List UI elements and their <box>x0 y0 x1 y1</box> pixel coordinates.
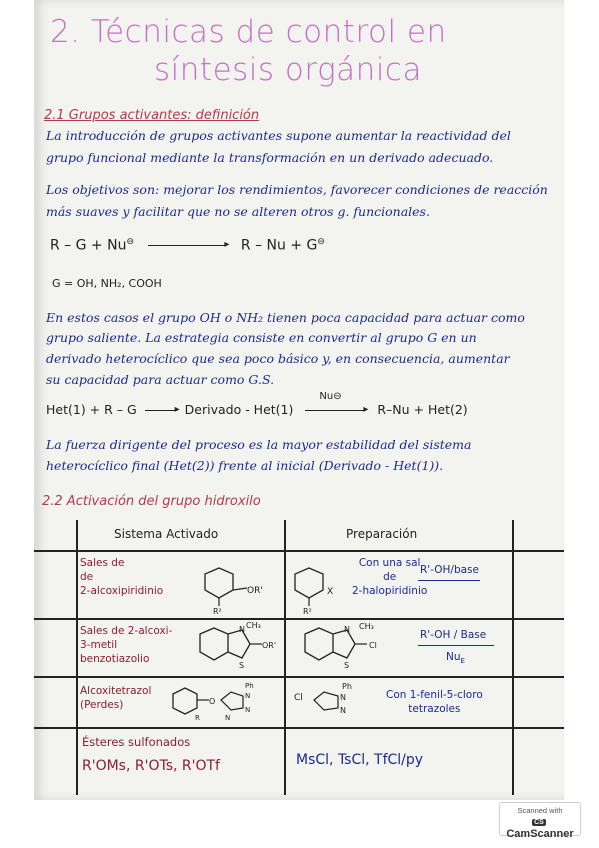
equation-1-charge-left: ⊖ <box>126 237 134 247</box>
paragraph-4-line-1: La fuerza dirigente del proceso es la mayor estabilidad del sistema <box>46 437 472 452</box>
row-1-prep <box>352 556 427 598</box>
page-title-line1: 2. Técnicas de control en <box>50 14 447 50</box>
row-3-label-n2: N <box>245 706 251 714</box>
paragraph-3-line-2: grupo saliente. La estrategia consiste en convertir al grupo G en un <box>46 330 477 345</box>
alkoxytetrazole-structure-icon <box>159 680 279 725</box>
camscanner-badge <box>499 802 581 840</box>
row-2-reagent-2-main: Nu <box>446 651 461 663</box>
row-2-reagent: R'-OH / Base <box>420 629 487 641</box>
row-3-prep-n2: N <box>340 706 346 715</box>
camscanner-logo-icon: CS <box>534 818 544 826</box>
row-2-reagent-2 <box>446 650 465 668</box>
badge-brand-name: CamScanner <box>506 828 574 840</box>
badge-scanned-with: Scanned with <box>517 806 563 815</box>
row-2-prep-s: S <box>344 661 350 670</box>
row-1-prep-line-2: de <box>383 571 397 583</box>
paragraph-4-line-2: heterocíclico final (Het(2)) frente al inicial (Derivado - Het(1)). <box>46 458 444 473</box>
row-4-esters: R'OMs, R'OTs, R'OTf <box>82 758 220 774</box>
equation-3-reagent: Nu⊖ <box>319 391 342 402</box>
svg-text:O: O <box>209 697 216 706</box>
row-1-label-r2: R² <box>213 607 222 615</box>
row-2-prep-cl: Cl <box>369 641 377 650</box>
equation-3 <box>46 391 468 417</box>
row-1-reagent: R'-OH/base <box>420 564 479 576</box>
row-2-name-line-2: 3-metil <box>80 639 118 651</box>
row-3-prep-ph: Ph <box>342 682 352 691</box>
row-1-prep-x: X <box>327 587 334 597</box>
reaction-arrow-icon <box>418 645 494 646</box>
paragraph-3-line-4: su capacidad para actuar como G.S. <box>46 372 275 387</box>
row-1-name-line-1: Sales de <box>80 557 125 569</box>
row-1-label-or: OR' <box>247 586 263 596</box>
column-header-preparation: Preparación <box>346 527 418 541</box>
row-3-label-n3: N <box>225 714 231 722</box>
row-3-prep-text-line-2: tetrazoles <box>408 703 461 715</box>
row-1-name-line-2: de <box>80 571 94 583</box>
paragraph-1-line-1: La introducción de grupos activantes supone aumentar la reactividad del <box>46 128 511 143</box>
row-3-prep-cl: Cl <box>294 693 303 703</box>
equation-3-right: R–Nu + Het(2) <box>377 402 468 417</box>
page-title-line2: síntesis orgánica <box>154 52 422 88</box>
equation-1 <box>50 237 325 254</box>
badge-brand <box>500 816 580 840</box>
table-divider-vertical-left <box>76 520 78 795</box>
row-2-label-or: OR' <box>262 641 277 650</box>
row-2-label-n: N <box>239 625 245 634</box>
row-3-prep-text <box>386 688 483 716</box>
column-header-system: Sistema Activado <box>114 527 219 541</box>
reaction-arrow-icon <box>418 580 480 581</box>
row-2-name <box>80 624 172 666</box>
chlorobenzothiazolium-structure-icon <box>289 620 389 675</box>
equation-1-charge-right: ⊖ <box>317 237 325 247</box>
row-2-prep-ch3: CH₃ <box>359 622 374 631</box>
row-3-name <box>80 684 151 712</box>
row-1-prep-line-3: 2-halopiridinio <box>352 585 428 597</box>
equation-1-right: R – Nu + G <box>240 237 318 254</box>
equation-2: G = OH, NH₂, COOH <box>52 277 162 290</box>
row-1-name-line-3: 2-alcoxipiridinio <box>80 585 164 597</box>
paragraph-2-line-2: más suaves y facilitar que no se alteren otros g. funcionales. <box>46 204 430 219</box>
notebook-page <box>34 0 564 800</box>
row-2-label-s: S <box>239 661 245 670</box>
row-3-name-line-1: Alcoxitetrazol <box>80 685 152 697</box>
benzothiazolium-structure-icon <box>184 620 280 675</box>
row-3-label-n1: N <box>245 692 251 700</box>
row-3-label-ph: Ph <box>245 682 254 690</box>
table-divider-row-2 <box>34 676 564 678</box>
equation-3-mid: Derivado - Het(1) <box>184 402 294 417</box>
reaction-arrow-icon: ▸ Nu⊖ <box>305 410 365 411</box>
row-2-name-line-1: Sales de 2-alcoxi- <box>80 625 173 637</box>
row-3-name-line-2: (Perdes) <box>80 699 124 711</box>
row-2-name-line-3: benzotiazolio <box>80 653 150 665</box>
row-4-name: Ésteres sulfonados <box>82 735 191 749</box>
table-divider-vertical-mid <box>284 520 286 795</box>
paragraph-2-line-1: Los objetivos son: mejorar los rendimientos, favorecer condiciones de reacción <box>46 182 548 197</box>
row-2-prep-n: N <box>344 625 350 634</box>
row-1-name <box>80 556 163 598</box>
table-divider-row-3 <box>34 727 564 729</box>
equation-1-left: R – G + Nu <box>50 237 127 254</box>
row-3-prep-text-line-1: Con 1-fenil-5-cloro <box>386 689 483 701</box>
paragraph-1-line-2: grupo funcional mediante la transformación en un derivado adecuado. <box>46 150 494 165</box>
row-2-reagent-2-sub: E <box>460 657 465 666</box>
row-1-prep-line-1: Con una sal <box>358 557 421 569</box>
section-heading-2-1: 2.1 Grupos activantes: definición <box>44 108 260 123</box>
section-heading-2-2: 2.2 Activación del grupo hidroxilo <box>42 494 261 509</box>
halopyridinium-structure-icon <box>289 560 349 615</box>
reaction-arrow-icon: ▸ <box>148 245 226 246</box>
equation-3-left: Het(1) + R – G <box>46 402 137 417</box>
chlorotetrazole-structure-icon <box>292 680 372 725</box>
paragraph-3-line-1: En estos casos el grupo OH o NH₂ tienen poca capacidad para actuar como <box>46 310 525 325</box>
row-1-prep-r2: R² <box>303 607 312 615</box>
row-4-prep-text: MsCl, TsCl, TfCl/py <box>296 752 424 768</box>
row-2-label-ch3: CH₃ <box>246 621 261 630</box>
row-3-prep-n1: N <box>340 693 346 702</box>
table-divider-vertical-right <box>512 520 514 795</box>
pyridinium-structure-icon <box>199 560 279 615</box>
table-divider-header <box>34 550 564 552</box>
row-3-label-r: R <box>195 714 200 722</box>
reaction-arrow-icon: ▸ <box>145 410 177 411</box>
paragraph-3-line-3: derivado heterocíclico que sea poco básico y, en consecuencia, aumentar <box>46 351 510 366</box>
